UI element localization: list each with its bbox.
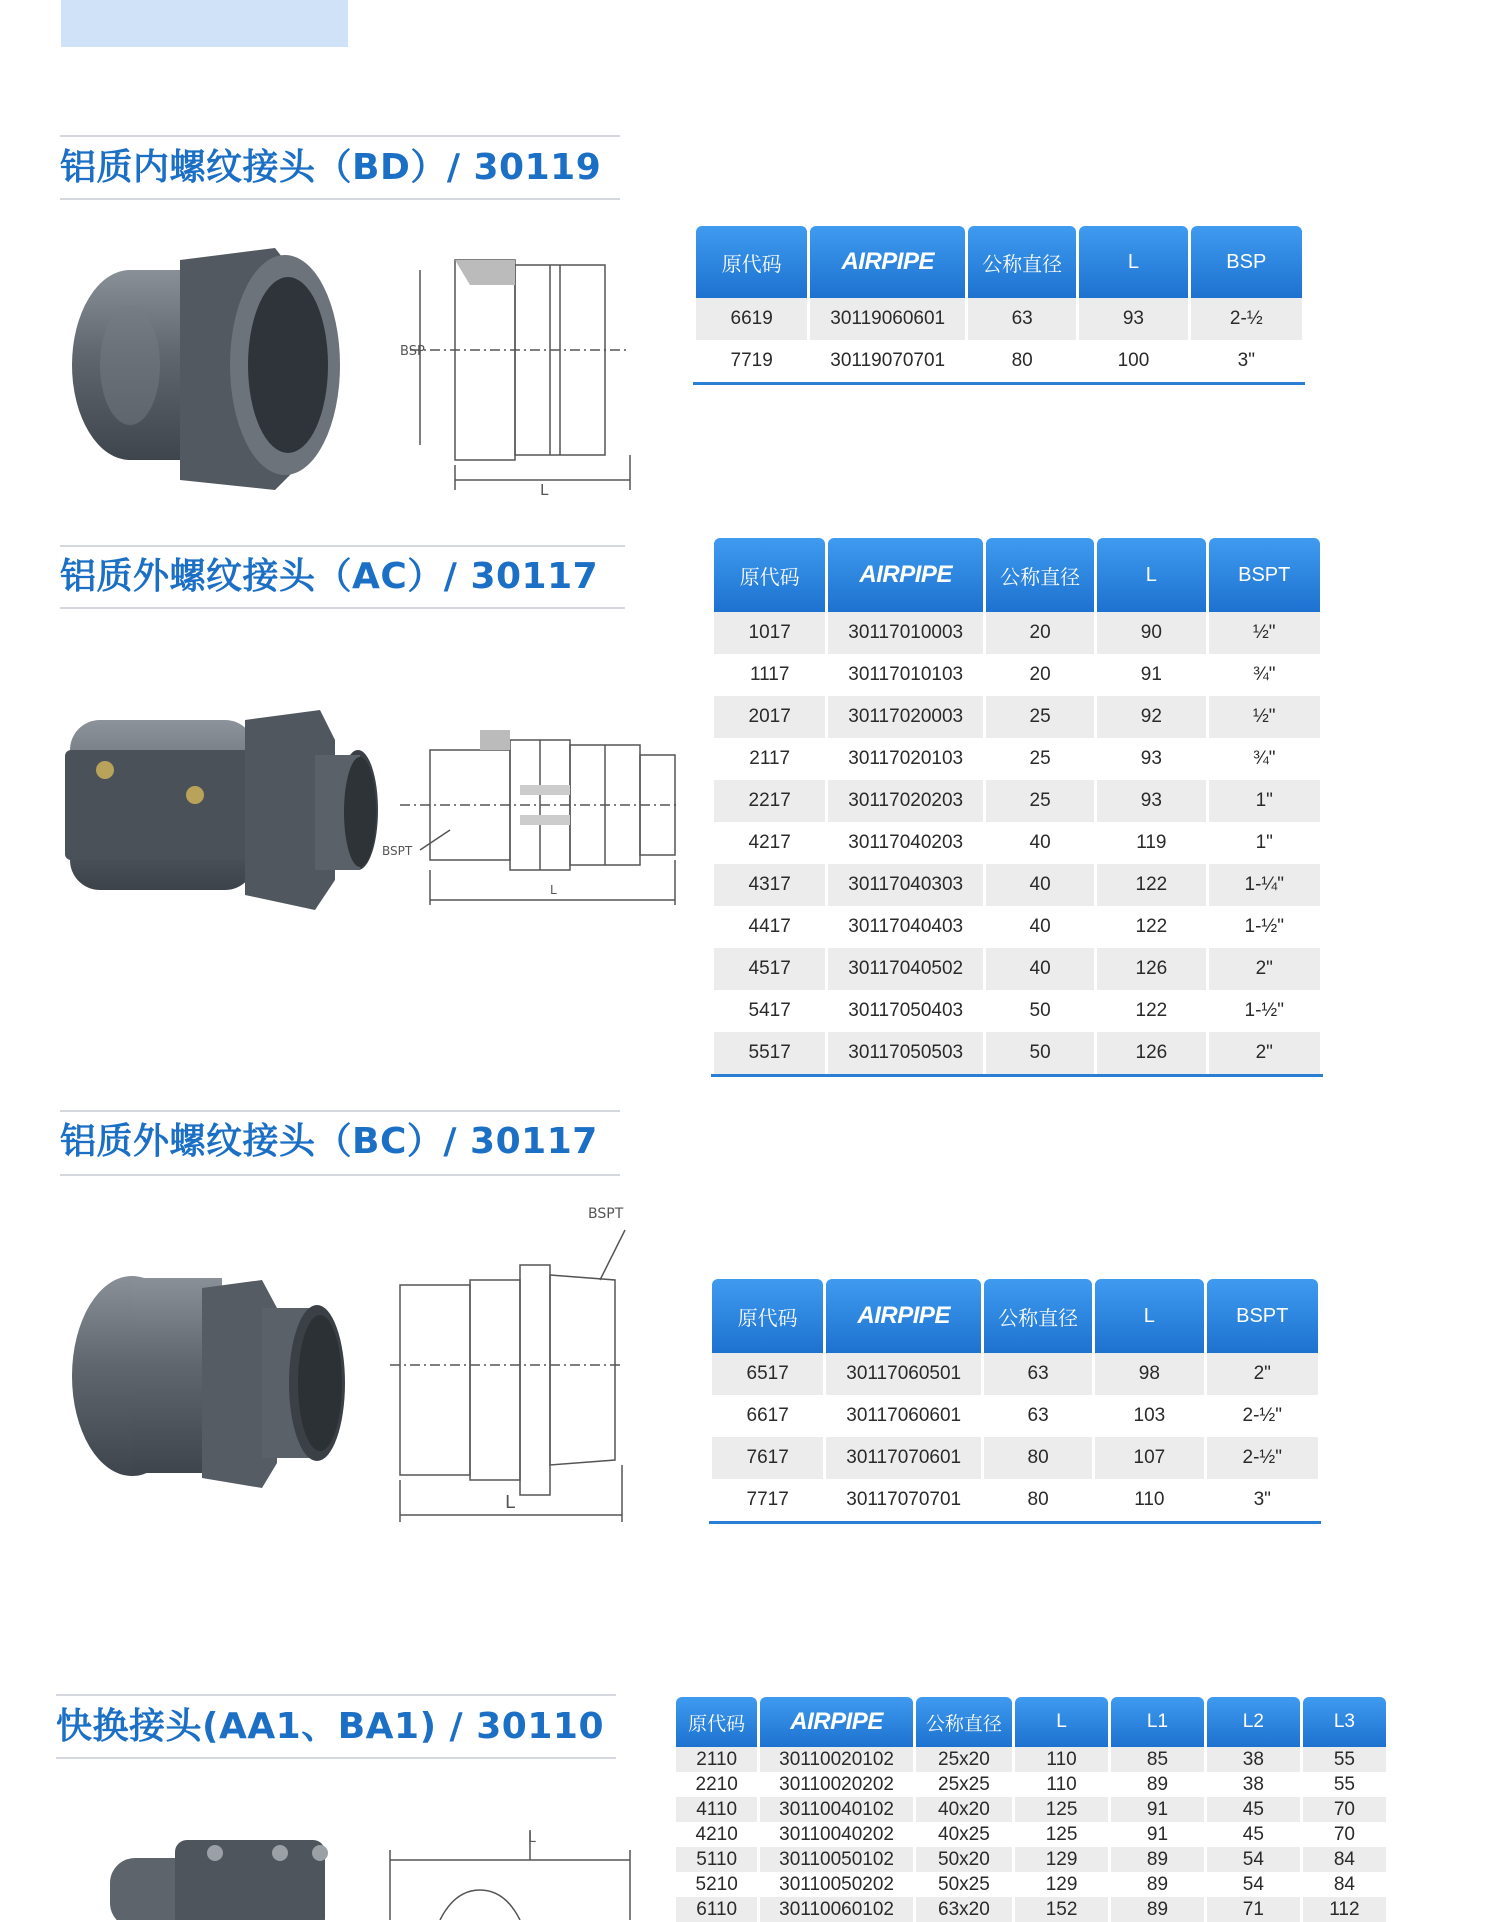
header-length: L <box>1095 1279 1203 1353</box>
cell: ½" <box>1209 696 1321 738</box>
cell: 98 <box>1095 1353 1203 1395</box>
cell: 92 <box>1097 696 1205 738</box>
cell: 103 <box>1095 1395 1203 1437</box>
header-nominal-diameter: 公称直径 <box>916 1697 1012 1747</box>
cell: ½" <box>1209 612 1321 654</box>
cell: 40x20 <box>916 1797 1012 1822</box>
table-row <box>696 298 1302 340</box>
cell: 89 <box>1111 1897 1204 1922</box>
cell: 25 <box>986 696 1094 738</box>
cell: 30117070601 <box>826 1437 981 1479</box>
title-rule-top <box>56 1694 616 1696</box>
cell: 100 <box>1079 340 1187 382</box>
title-rule-bottom <box>60 1174 620 1176</box>
spec-table-bc <box>709 1279 1321 1524</box>
table-row <box>714 696 1320 738</box>
cell: 122 <box>1097 864 1205 906</box>
cell: 30110040102 <box>760 1797 912 1822</box>
header-length: L <box>1097 538 1205 612</box>
top-banner-strip <box>61 0 348 47</box>
cell: 4110 <box>676 1797 757 1822</box>
section-title-ac: 铝质外螺纹接头（AC）/ 30117 <box>60 556 599 597</box>
cell: 6617 <box>712 1395 823 1437</box>
header-nominal-diameter: 公称直径 <box>984 1279 1092 1353</box>
cell: 30117060501 <box>826 1353 981 1395</box>
section-title-bd: 铝质内螺纹接头（BD）/ 30119 <box>60 147 602 188</box>
drawing-label-l: L <box>550 883 557 897</box>
title-rule-bottom <box>56 1757 616 1759</box>
cell: 54 <box>1207 1847 1300 1872</box>
cell: 30117040502 <box>828 948 983 990</box>
header-nominal-diameter: 公称直径 <box>986 538 1094 612</box>
cell: 25x20 <box>916 1747 1012 1772</box>
cell: 93 <box>1097 738 1205 780</box>
cell: 38 <box>1207 1772 1300 1797</box>
cell: 40 <box>986 864 1094 906</box>
product-photo-quick-coupling <box>95 1828 355 1920</box>
header-original-code: 原代码 <box>712 1279 823 1353</box>
cell: 71 <box>1207 1897 1300 1922</box>
header-l2: L2 <box>1207 1697 1300 1747</box>
table-row <box>676 1872 1386 1897</box>
table-row <box>712 1437 1318 1479</box>
cell: 25 <box>986 780 1094 822</box>
technical-drawing-ac <box>380 710 685 910</box>
cell: 125 <box>1015 1822 1108 1847</box>
cell: 1-¼" <box>1209 864 1321 906</box>
cell: 4210 <box>676 1822 757 1847</box>
cell: 54 <box>1207 1872 1300 1897</box>
cell: 2" <box>1209 1032 1321 1074</box>
cell: 110 <box>1015 1747 1108 1772</box>
cell: 45 <box>1207 1822 1300 1847</box>
cell: 3" <box>1207 1479 1319 1521</box>
cell: 80 <box>968 340 1076 382</box>
cell: 30117020203 <box>828 780 983 822</box>
cell: 30110050202 <box>760 1872 912 1897</box>
cell: 152 <box>1015 1897 1108 1922</box>
cell: 89 <box>1111 1772 1204 1797</box>
header-original-code: 原代码 <box>676 1697 757 1747</box>
cell: 63 <box>968 298 1076 340</box>
table-row <box>714 612 1320 654</box>
cell: 93 <box>1079 298 1187 340</box>
table-row <box>714 990 1320 1032</box>
cell: 30110050102 <box>760 1847 912 1872</box>
table-row <box>696 340 1302 382</box>
cell: 30117020003 <box>828 696 983 738</box>
cell: 30119060601 <box>810 298 965 340</box>
table-row <box>712 1353 1318 1395</box>
cell: 25 <box>986 738 1094 780</box>
cell: 25x25 <box>916 1772 1012 1797</box>
cell: 107 <box>1095 1437 1203 1479</box>
table-row <box>714 822 1320 864</box>
cell: 125 <box>1015 1797 1108 1822</box>
cell: 112 <box>1303 1897 1386 1922</box>
cell: 4417 <box>714 906 825 948</box>
cell: 30117010003 <box>828 612 983 654</box>
header-thread: BSPT <box>1207 1279 1319 1353</box>
table-row <box>676 1797 1386 1822</box>
cell: 2-½" <box>1207 1437 1319 1479</box>
spec-table-ac <box>711 538 1323 1077</box>
cell: 7719 <box>696 340 807 382</box>
header-thread: BSPT <box>1209 538 1321 612</box>
cell: 50 <box>986 1032 1094 1074</box>
cell: 119 <box>1097 822 1205 864</box>
table-row <box>714 780 1320 822</box>
cell: 2-½" <box>1207 1395 1319 1437</box>
cell: 30117050403 <box>828 990 983 1032</box>
section-title-bc: 铝质外螺纹接头（BC）/ 30117 <box>60 1121 598 1162</box>
cell: 2-½ <box>1191 298 1302 340</box>
cell: 1017 <box>714 612 825 654</box>
table-row <box>676 1897 1386 1922</box>
product-photo-ac <box>60 680 380 920</box>
cell: 1-½" <box>1209 906 1321 948</box>
cell: 126 <box>1097 948 1205 990</box>
cell: 90 <box>1097 612 1205 654</box>
product-photo-bd <box>60 240 345 500</box>
cell: 30119070701 <box>810 340 965 382</box>
title-rule-bottom <box>60 607 625 609</box>
technical-drawing-bd <box>390 245 650 500</box>
cell: 30117010103 <box>828 654 983 696</box>
cell: 2" <box>1209 948 1321 990</box>
technical-drawing-quick-coupling <box>380 1830 640 1920</box>
cell: 50x25 <box>916 1872 1012 1897</box>
table-row <box>714 948 1320 990</box>
cell: 1" <box>1209 780 1321 822</box>
cell: 91 <box>1097 654 1205 696</box>
cell: 126 <box>1097 1032 1205 1074</box>
header-airpipe: AIRPIPE <box>810 226 965 298</box>
cell: 30117040303 <box>828 864 983 906</box>
cell: 50x20 <box>916 1847 1012 1872</box>
cell: 6619 <box>696 298 807 340</box>
cell: 55 <box>1303 1747 1386 1772</box>
cell: 2" <box>1207 1353 1319 1395</box>
cell: 122 <box>1097 906 1205 948</box>
header-airpipe: AIRPIPE <box>760 1697 912 1747</box>
cell: 63 <box>984 1395 1092 1437</box>
section-title-quick-coupling: 快换接头(AA1、BA1) / 30110 <box>56 1706 604 1747</box>
cell: 2217 <box>714 780 825 822</box>
cell: 110 <box>1015 1772 1108 1797</box>
cell: 91 <box>1111 1822 1204 1847</box>
header-nominal-diameter: 公称直径 <box>968 226 1076 298</box>
cell: 91 <box>1111 1797 1204 1822</box>
table-row <box>676 1772 1386 1797</box>
cell: 38 <box>1207 1747 1300 1772</box>
table-row <box>676 1747 1386 1772</box>
title-rule-top <box>60 135 620 137</box>
header-airpipe: AIRPIPE <box>826 1279 981 1353</box>
cell: 5417 <box>714 990 825 1032</box>
header-original-code: 原代码 <box>696 226 807 298</box>
header-length: L <box>1015 1697 1108 1747</box>
cell: 80 <box>984 1437 1092 1479</box>
header-l1: L1 <box>1111 1697 1204 1747</box>
cell: 63x20 <box>916 1897 1012 1922</box>
cell: 30117020103 <box>828 738 983 780</box>
cell: 30117060601 <box>826 1395 981 1437</box>
cell: 45 <box>1207 1797 1300 1822</box>
product-photo-bc <box>62 1258 347 1503</box>
cell: 30110060102 <box>760 1897 912 1922</box>
cell: 4517 <box>714 948 825 990</box>
header-l3: L3 <box>1303 1697 1386 1747</box>
cell: 3" <box>1191 340 1302 382</box>
drawing-label-l: L <box>505 1492 516 1513</box>
table-row <box>714 906 1320 948</box>
drawing-label-bspt: BSPT <box>588 1206 624 1222</box>
cell: 40 <box>986 948 1094 990</box>
cell: 85 <box>1111 1747 1204 1772</box>
cell: 4217 <box>714 822 825 864</box>
cell: ¾" <box>1209 654 1321 696</box>
cell: 70 <box>1303 1822 1386 1847</box>
cell: 1117 <box>714 654 825 696</box>
cell: 122 <box>1097 990 1205 1032</box>
cell: 30117050503 <box>828 1032 983 1074</box>
spec-table-quick-coupling <box>673 1697 1389 1922</box>
cell: 110 <box>1095 1479 1203 1521</box>
cell: ¾" <box>1209 738 1321 780</box>
cell: 30117040203 <box>828 822 983 864</box>
technical-drawing-bc <box>390 1200 630 1530</box>
cell: 93 <box>1097 780 1205 822</box>
cell: 30110020102 <box>760 1747 912 1772</box>
cell: 89 <box>1111 1872 1204 1897</box>
table-row <box>714 654 1320 696</box>
table-row <box>676 1822 1386 1847</box>
cell: 40 <box>986 822 1094 864</box>
drawing-label-bspt: BSPT <box>382 844 413 858</box>
table-row <box>714 864 1320 906</box>
cell: 5517 <box>714 1032 825 1074</box>
cell: 89 <box>1111 1847 1204 1872</box>
cell: 40 <box>986 906 1094 948</box>
cell: 2117 <box>714 738 825 780</box>
header-airpipe: AIRPIPE <box>828 538 983 612</box>
cell: 40x25 <box>916 1822 1012 1847</box>
cell: 2210 <box>676 1772 757 1797</box>
header-length: L <box>1079 226 1187 298</box>
cell: 20 <box>986 654 1094 696</box>
table-row <box>714 738 1320 780</box>
cell: 30110020202 <box>760 1772 912 1797</box>
cell: 2017 <box>714 696 825 738</box>
drawing-label-l: L <box>528 1830 536 1846</box>
cell: 55 <box>1303 1772 1386 1797</box>
cell: 7717 <box>712 1479 823 1521</box>
cell: 2110 <box>676 1747 757 1772</box>
cell: 5110 <box>676 1847 757 1872</box>
cell: 84 <box>1303 1847 1386 1872</box>
cell: 6110 <box>676 1897 757 1922</box>
cell: 70 <box>1303 1797 1386 1822</box>
drawing-label-l: L <box>540 481 549 499</box>
cell: 30117040403 <box>828 906 983 948</box>
title-rule-bottom <box>60 198 620 200</box>
cell: 80 <box>984 1479 1092 1521</box>
header-original-code: 原代码 <box>714 538 825 612</box>
cell: 6517 <box>712 1353 823 1395</box>
cell: 30110040202 <box>760 1822 912 1847</box>
spec-table-bd <box>693 226 1305 385</box>
cell: 30117070701 <box>826 1479 981 1521</box>
table-row <box>712 1479 1318 1521</box>
cell: 4317 <box>714 864 825 906</box>
cell: 5210 <box>676 1872 757 1897</box>
cell: 7617 <box>712 1437 823 1479</box>
cell: 50 <box>986 990 1094 1032</box>
cell: 129 <box>1015 1872 1108 1897</box>
cell: 1-½" <box>1209 990 1321 1032</box>
table-row <box>712 1395 1318 1437</box>
cell: 20 <box>986 612 1094 654</box>
header-thread: BSP <box>1191 226 1302 298</box>
cell: 1" <box>1209 822 1321 864</box>
cell: 129 <box>1015 1847 1108 1872</box>
drawing-label-bsp: BSP <box>400 344 425 359</box>
table-row <box>676 1847 1386 1872</box>
cell: 84 <box>1303 1872 1386 1897</box>
table-row <box>714 1032 1320 1074</box>
cell: 63 <box>984 1353 1092 1395</box>
